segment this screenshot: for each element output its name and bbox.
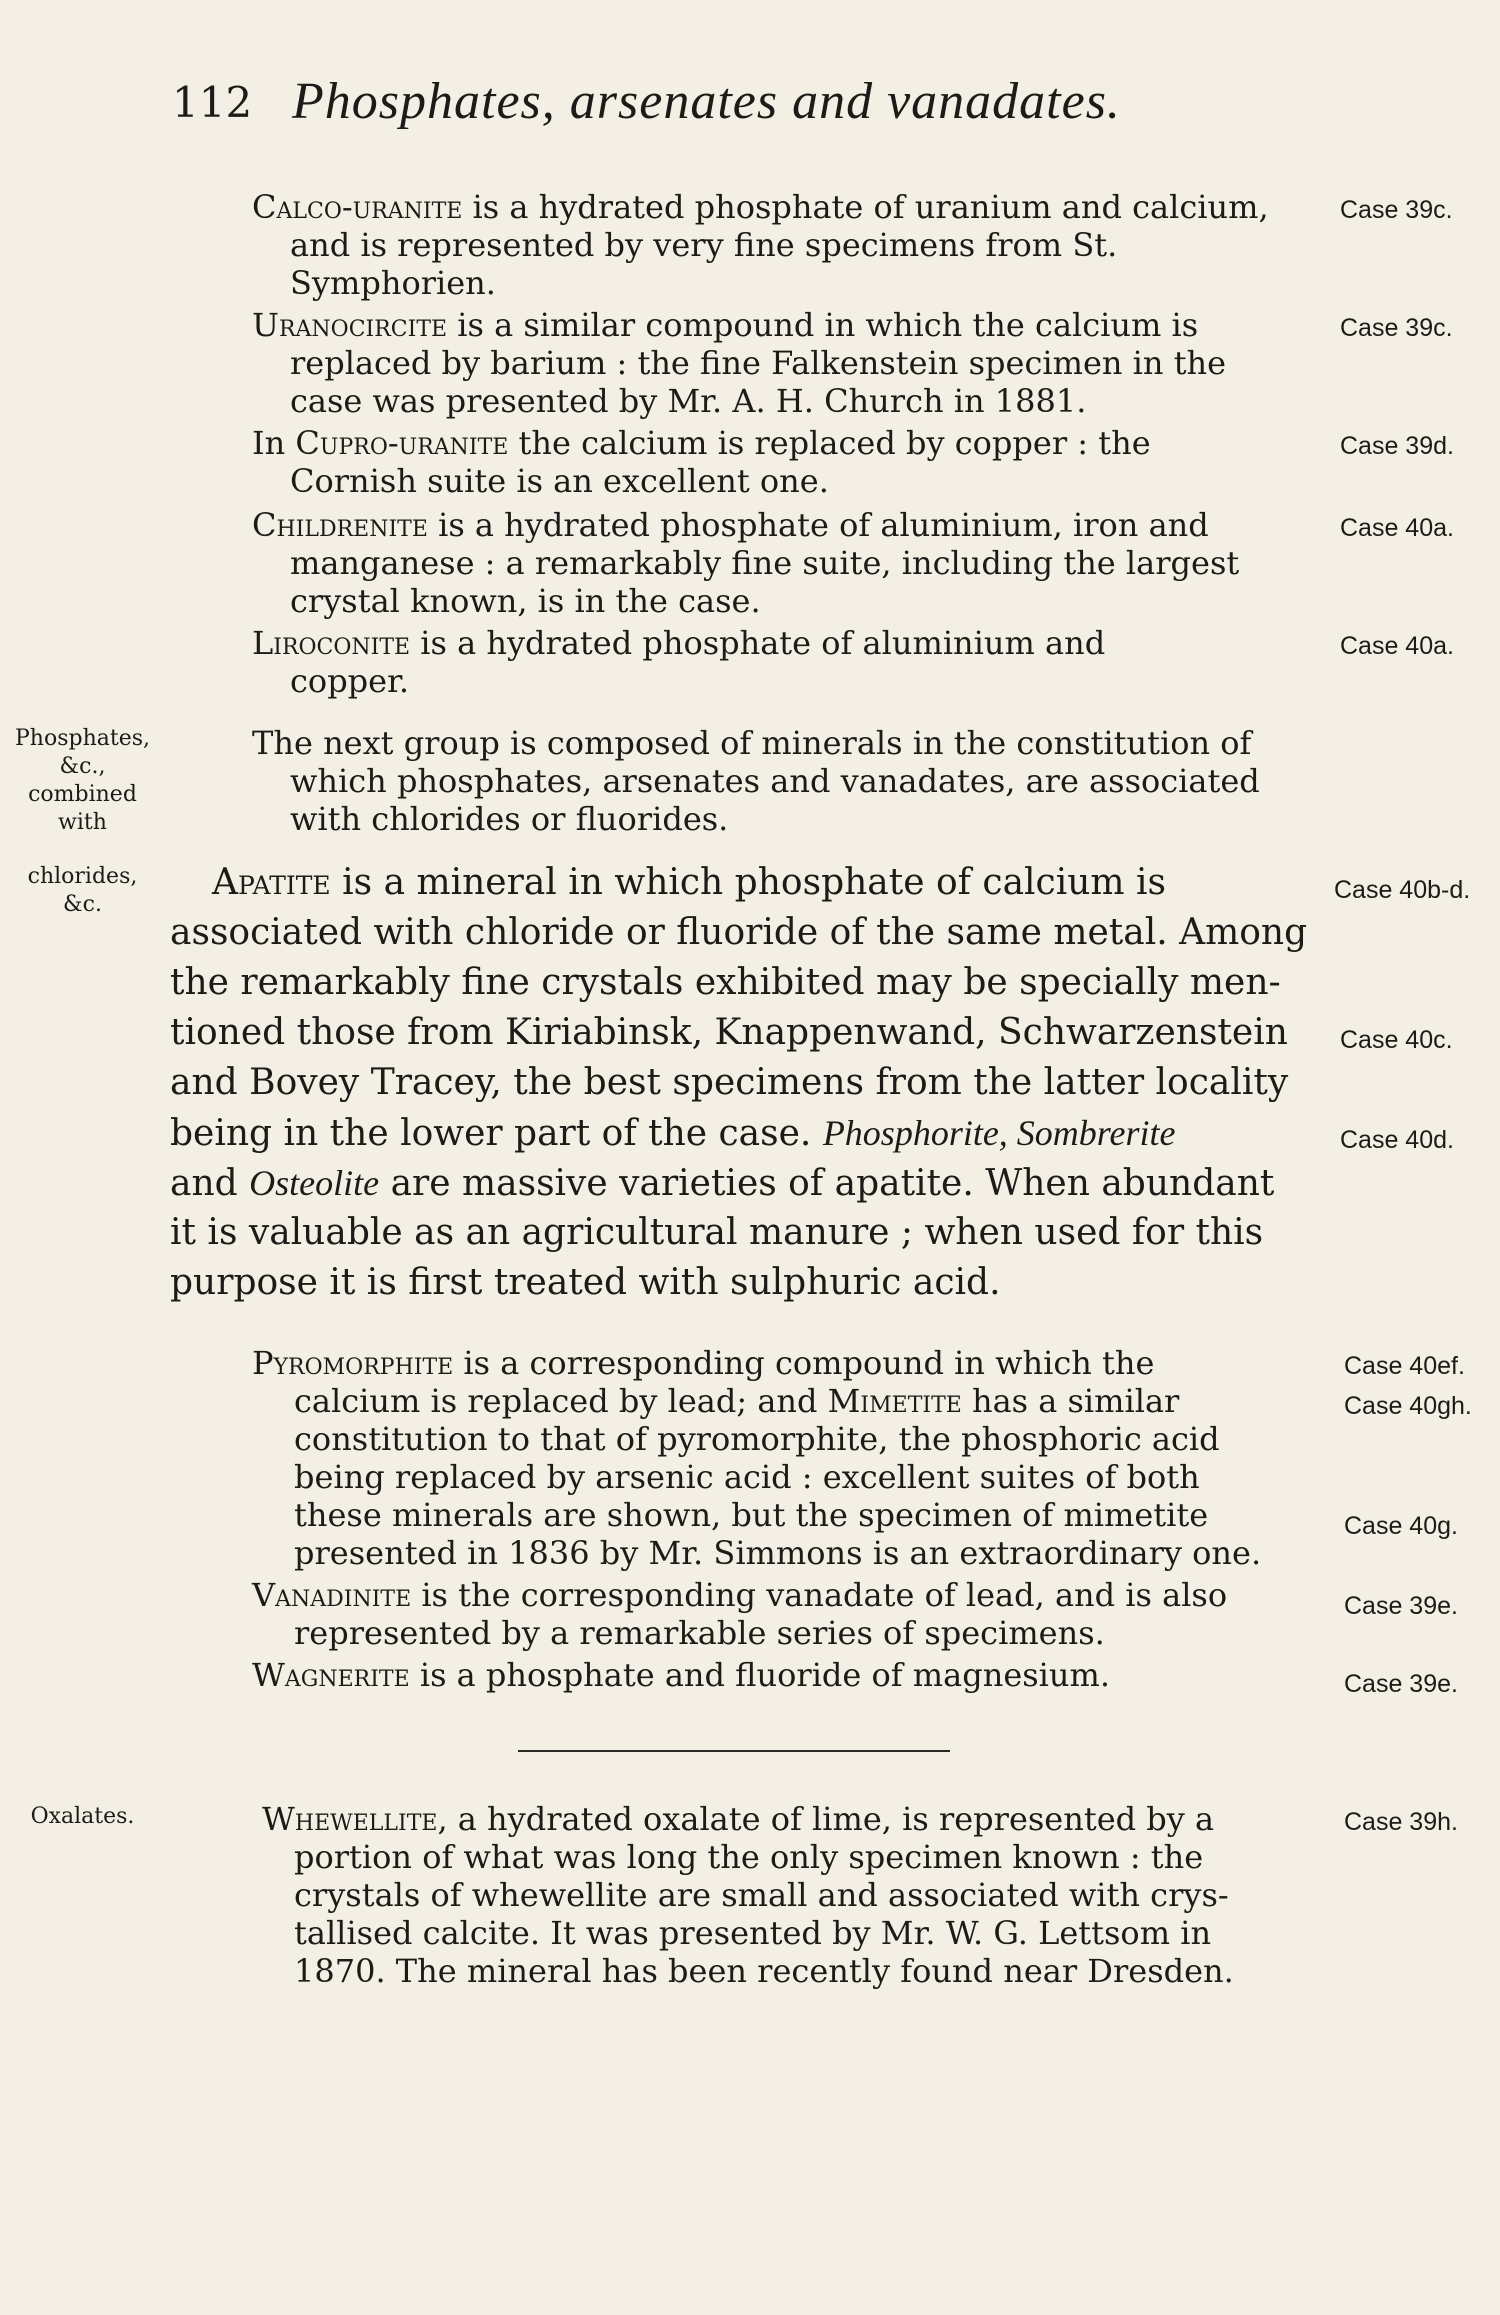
case-label-liroconite: Case 40a.: [1340, 632, 1454, 660]
calco-uranite-term: Calco-uranite: [252, 188, 463, 226]
pyromorphite-line-6: presented in 1836 by Mr. Simmons is an extraordinary one.: [294, 1534, 1262, 1572]
whewellite-line-4: tallised calcite. It was presented by Mr. W. G. Lettsom in: [294, 1914, 1212, 1952]
pyromorphite-line-5: these minerals are shown, but the specimen of mimetite: [294, 1496, 1209, 1534]
page-title: Phosphates, arsenates and vanadates.: [292, 73, 1121, 130]
osteolite-term: Osteolite: [249, 1163, 380, 1203]
uranocircite-line-3: case was presented by Mr. A. H. Church in 1881.: [290, 382, 1087, 420]
vanadinite-term: Vanadinite: [252, 1576, 412, 1614]
case-label-calco: Case 39c.: [1340, 196, 1453, 224]
liroconite-line-2: copper.: [290, 662, 410, 700]
margin-note-phosphates-5: chlorides,: [27, 864, 138, 889]
phosphorite-sombrerite-term: Phosphorite, Sombrerite: [822, 1113, 1176, 1153]
apatite-line-8: it is valuable as an agricultural manure ; when used for this: [170, 1212, 1264, 1253]
page-number: 112: [172, 78, 253, 127]
apatite-line-7: and Osteolite are massive varieties of apatite. When abundant: [170, 1163, 1275, 1204]
apatite-line-6: being in the lower part of the case. Phosphorite, Sombrerite: [170, 1113, 1176, 1154]
liroconite-line-1: Liroconite is a hydrated phosphate of aluminium and: [252, 624, 1106, 662]
group-intro-line-1: The next group is composed of minerals in the constitution of: [252, 724, 1252, 762]
wagnerite-line-1: Wagnerite is a phosphate and fluoride of magnesium.: [252, 1656, 1111, 1694]
margin-note-oxalates: Oxalates.: [30, 1804, 135, 1829]
calco-uranite-line-1: Calco-uranite is a hydrated phosphate of uranium and calcium,: [252, 188, 1269, 226]
case-label-apatite-1: Case 40b-d.: [1334, 876, 1471, 904]
apatite-line-3: the remarkably fine crystals exhibited may be specially men-: [170, 962, 1281, 1003]
pyromorphite-line-2: calcium is replaced by lead; and Mimetite has a similar: [294, 1382, 1180, 1420]
margin-note-phosphates-6: &c.: [63, 892, 102, 917]
calco-uranite-line-2: and is represented by very fine specimens from St.: [290, 226, 1118, 264]
whewellite-line-2: portion of what was long the only specimen known : the: [294, 1838, 1204, 1876]
uranocircite-line-1: Uranocircite is a similar compound in which the calcium is: [252, 306, 1199, 344]
case-label-whewellite: Case 39h.: [1344, 1808, 1458, 1836]
childrenite-line-2: manganese : a remarkably fine suite, including the largest: [290, 544, 1240, 582]
liroconite-term: Liroconite: [252, 624, 411, 662]
case-label-pyro-2: Case 40gh.: [1344, 1392, 1472, 1420]
wagnerite-term: Wagnerite: [252, 1656, 410, 1694]
case-label-cupro: Case 39d.: [1340, 432, 1454, 460]
margin-note-phosphates-1: Phosphates,: [14, 726, 151, 751]
mimetite-term: Mimetite: [827, 1382, 962, 1420]
pyromorphite-line-1: Pyromorphite is a corresponding compound in which the: [252, 1344, 1155, 1382]
margin-note-phosphates-2: &c.,: [59, 754, 106, 779]
margin-note-phosphates-3: combined: [28, 782, 137, 807]
apatite-line-4: tioned those from Kiriabinsk, Knappenwand, Schwarzenstein: [170, 1012, 1288, 1053]
case-label-wagnerite: Case 39e.: [1344, 1670, 1458, 1698]
apatite-line-2: associated with chloride or fluoride of the same metal. Among: [170, 912, 1308, 953]
apatite-line-5: and Bovey Tracey, the best specimens from the latter locality: [170, 1062, 1289, 1103]
pyromorphite-line-4: being replaced by arsenic acid : excellent suites of both: [294, 1458, 1200, 1496]
childrenite-line-3: crystal known, is in the case.: [290, 582, 761, 620]
childrenite-term: Childrenite: [252, 506, 428, 544]
pyromorphite-term: Pyromorphite: [252, 1344, 454, 1382]
case-label-urano: Case 39c.: [1340, 314, 1453, 342]
pyromorphite-line-3: constitution to that of pyromorphite, the phosphoric acid: [294, 1420, 1220, 1458]
margin-note-phosphates-4: with: [58, 810, 107, 835]
apatite-line-9: purpose it is first treated with sulphuric acid.: [170, 1262, 1001, 1303]
whewellite-line-5: 1870. The mineral has been recently found near Dresden.: [294, 1952, 1234, 1990]
calco-uranite-line-3: Symphorien.: [290, 264, 496, 302]
apatite-term: Apatite: [212, 862, 331, 903]
case-label-apatite-2: Case 40c.: [1340, 1026, 1453, 1054]
whewellite-term: Whewellite: [262, 1800, 438, 1838]
cupro-uranite-line-2: Cornish suite is an excellent one.: [290, 462, 829, 500]
cupro-uranite-term: Cupro-uranite: [295, 424, 509, 462]
case-label-childrenite: Case 40a.: [1340, 514, 1454, 542]
childrenite-line-1: Childrenite is a hydrated phosphate of aluminium, iron and: [252, 506, 1209, 544]
group-intro-line-3: with chlorides or fluorides.: [290, 800, 729, 838]
whewellite-line-3: crystals of whewellite are small and associated with crys-: [294, 1876, 1229, 1914]
case-label-pyro-3: Case 40g.: [1344, 1512, 1458, 1540]
apatite-line-1: Apatite is a mineral in which phosphate of calcium is: [212, 862, 1166, 903]
case-label-vanadinite: Case 39e.: [1344, 1592, 1458, 1620]
whewellite-line-1: Whewellite, a hydrated oxalate of lime, is represented by a: [262, 1800, 1215, 1838]
section-divider: [518, 1750, 950, 1752]
vanadinite-line-2: represented by a remarkable series of specimens.: [294, 1614, 1105, 1652]
uranocircite-term: Uranocircite: [252, 306, 448, 344]
cupro-uranite-line-1: In Cupro-uranite the calcium is replaced by copper : the: [252, 424, 1151, 462]
group-intro-line-2: which phosphates, arsenates and vanadates, are associated: [290, 762, 1260, 800]
case-label-apatite-3: Case 40d.: [1340, 1126, 1454, 1154]
vanadinite-line-1: Vanadinite is the corresponding vanadate of lead, and is also: [252, 1576, 1228, 1614]
case-label-pyro-1: Case 40ef.: [1344, 1352, 1465, 1380]
uranocircite-line-2: replaced by barium : the fine Falkenstein specimen in the: [290, 344, 1227, 382]
